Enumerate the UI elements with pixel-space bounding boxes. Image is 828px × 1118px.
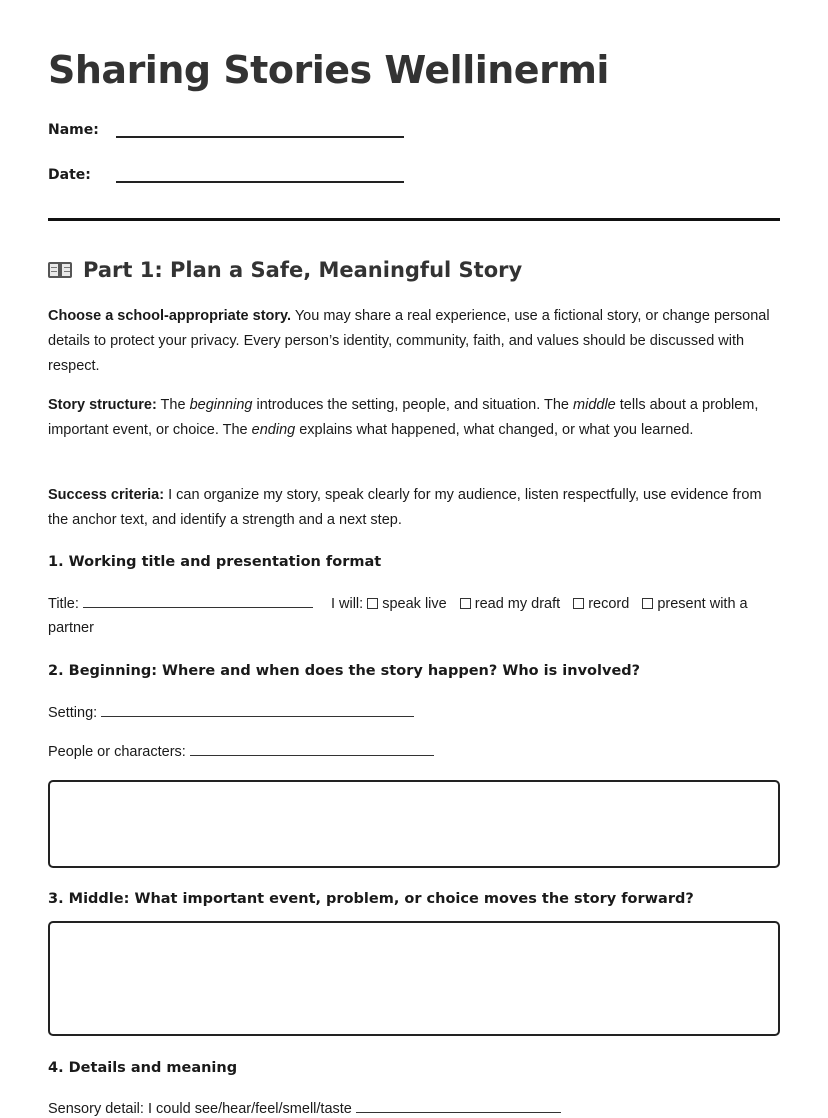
q1-heading: 1. Working title and presentation format [48,554,382,570]
choose-story-lead: Choose a school-appropriate story. [48,308,292,324]
header-divider [48,218,780,221]
checkbox[interactable] [367,598,378,609]
success-criteria-text: I can organize my story, speak clearly for my audience, listen respectfully, use evidence from the anchor text, and identify a strength and a next step. [48,487,762,528]
structure-text-2: introduces the setting, people, and situation. The [252,397,574,413]
checkbox[interactable] [573,598,584,609]
story-structure-lead: Story structure: [48,397,157,413]
structure-text-4: explains what happened, what changed, or what you learned. [295,422,694,438]
option-label: read my draft [474,596,561,612]
setting-label: Setting: [48,705,98,721]
date-label: Date: [48,167,91,183]
part1-heading-text: Part 1: Plan a Safe, Meaningful Story [83,258,523,282]
q3-heading: 3. Middle: What important event, problem, or choice moves the story forward? [48,891,694,907]
checkbox[interactable] [460,598,471,609]
setting-line [48,701,780,725]
structure-text-3: tells about a problem, important event, or choice. The [48,397,759,438]
option-read-draft[interactable] [460,596,560,612]
people-line [48,740,780,764]
open-book-icon [48,260,74,280]
option-label: present with a partner [48,596,748,636]
people-blank[interactable] [190,742,434,756]
structure-middle: middle [573,397,616,413]
title-label: Title: [48,596,79,612]
beginning-answer-box[interactable] [48,780,780,868]
structure-beginning: beginning [189,397,253,413]
name-label: Name: [48,122,99,138]
option-label: record [588,596,630,612]
option-record[interactable] [573,596,629,612]
structure-text-1: The [156,397,190,413]
option-label: speak live [382,596,447,612]
worksheet-title: Sharing Stories Wellinermi [48,48,609,92]
success-criteria-paragraph [48,483,780,533]
story-structure-paragraph [48,393,780,443]
option-speak-live[interactable] [367,596,446,612]
q1-answer-line [48,592,780,640]
choose-story-text: You may share a real experience, use a fictional story, or change personal details to protect your privacy. Every person’s identity, community, faith, and values should be discussed with respect. [48,308,770,374]
q4-heading: 4. Details and meaning [48,1060,238,1076]
date-field[interactable] [116,165,404,183]
structure-ending: ending [251,422,296,438]
middle-answer-box[interactable] [48,921,780,1036]
sensory-label: Sensory detail: I could see/hear/feel/smell/taste [48,1101,352,1117]
sensory-blank[interactable] [356,1099,561,1113]
choose-story-paragraph [48,304,780,379]
title-blank[interactable] [83,594,313,608]
will-label: I will: [330,596,364,612]
people-label: People or characters: [48,744,186,760]
setting-blank[interactable] [101,703,414,717]
name-field[interactable] [116,120,404,138]
success-criteria-lead: Success criteria: [48,487,165,503]
checkbox[interactable] [642,598,653,609]
part1-heading [48,258,522,282]
name-field-row [48,120,404,138]
q2-heading: 2. Beginning: Where and when does the story happen? Who is involved? [48,663,641,679]
sensory-line [48,1097,780,1118]
date-field-row [48,165,404,183]
